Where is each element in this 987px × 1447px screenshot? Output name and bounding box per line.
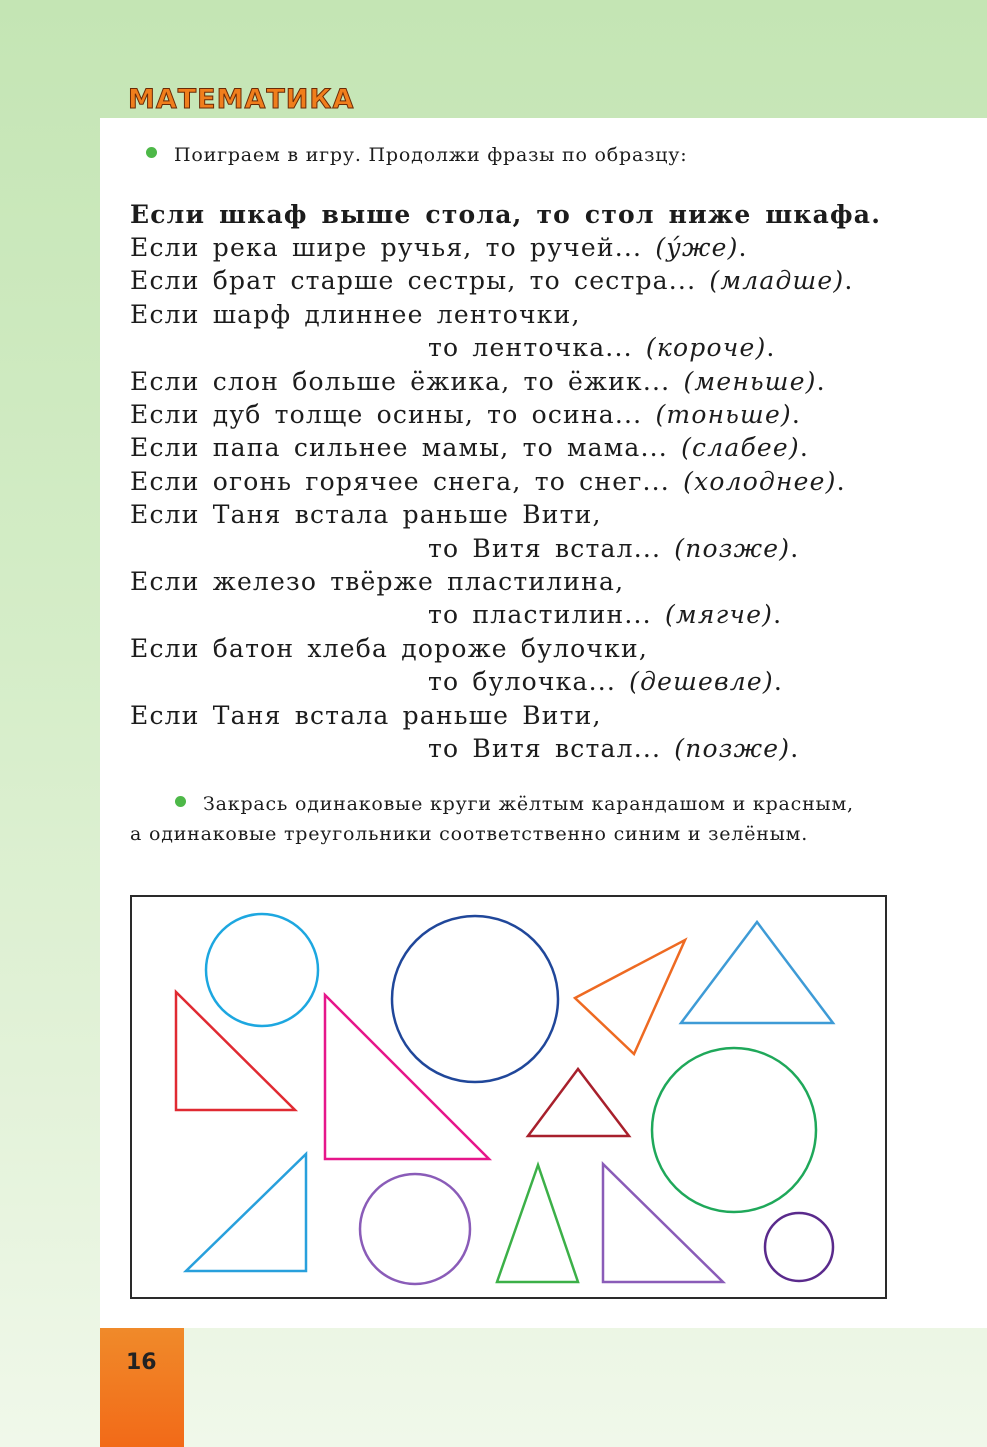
sentence-line [130, 264, 854, 297]
sentence-answer: (дешевле) [629, 667, 774, 697]
sentence-answer: (холоднее) [683, 466, 837, 496]
sentence-answer: (младше) [709, 266, 845, 296]
sentence-line [130, 465, 846, 498]
circle-dark-blue[interactable] [392, 916, 558, 1082]
sentence-line [130, 565, 624, 598]
sentence-end: . [766, 333, 776, 363]
triangle-blue[interactable] [186, 1154, 306, 1271]
sentence-line [428, 598, 782, 631]
circle-light-blue[interactable] [206, 914, 318, 1026]
sentence-end: . [773, 667, 784, 697]
sentence-text: Если слон больше ёжика, то ёжик... [130, 366, 684, 396]
sentence-line [130, 498, 602, 531]
triangle-dark-red[interactable] [528, 1069, 629, 1136]
sentence-line [428, 732, 799, 765]
sentence-answer: (меньше) [683, 366, 817, 396]
sentence-line [130, 398, 801, 431]
sentence-end: . [790, 734, 800, 763]
sentence-text: то пластилин... [428, 600, 665, 630]
sentence-text: Если Таня встала раньше Вити, [130, 500, 602, 530]
sentence-text: Если папа сильнее мамы, то мама... [130, 433, 682, 463]
sentence-line [130, 365, 826, 398]
sentence-end: . [738, 233, 748, 262]
sentence-text: то булочка... [428, 667, 630, 697]
sentence-text: то ленточка... [428, 333, 646, 363]
sentence-answer: (позже) [674, 734, 791, 763]
sentence-end: . [773, 600, 783, 630]
sentence-text: Если шарф длиннее ленточки, [130, 299, 581, 329]
sentence-end: . [799, 433, 810, 463]
triangle-violet[interactable] [603, 1164, 723, 1282]
sentence-text: Если дуб толще осины, то осина... [130, 400, 656, 429]
triangle-magenta[interactable] [325, 995, 489, 1159]
sentence-line [130, 431, 809, 464]
sentence-answer: (у́же) [655, 233, 739, 262]
sentence-answer: (слабее) [681, 433, 800, 463]
sentence-text: Если железо твёрже пластилина, [130, 567, 625, 596]
sentence-answer: (мягче) [664, 600, 774, 630]
sentence-end: . [791, 400, 802, 429]
sentence-text: Если брат старше сестры, то сестра... [130, 266, 710, 296]
sentence-line [130, 632, 648, 665]
triangle-light-blue-large[interactable] [681, 922, 833, 1023]
bullet-icon [146, 147, 157, 158]
sentence-end: . [844, 266, 854, 296]
sentence-line [428, 665, 783, 698]
circle-green[interactable] [652, 1048, 816, 1212]
sentence-end: . [790, 533, 800, 563]
sentence-end: . [816, 366, 826, 396]
sentence-answer: (позже) [674, 533, 791, 563]
sentence-text: Если батон хлеба дороже булочки, [130, 633, 648, 663]
circle-small-purple[interactable] [765, 1213, 833, 1281]
task2-instruction-line1: Закрась одинаковые круги жёлтым карандашом и красным, [203, 793, 854, 815]
triangle-green[interactable] [497, 1165, 578, 1282]
sentence-text: Если Таня встала раньше Вити, [130, 700, 602, 730]
sentence-line [130, 699, 602, 732]
bullet-icon [175, 796, 186, 807]
sentence-text: Если огонь горячее снега, то снег... [130, 466, 684, 496]
sentence-end: . [836, 466, 846, 496]
task2-instruction-line2: а одинаковые треугольники соответственно синим и зелёным. [130, 823, 809, 845]
sentence-line [130, 298, 581, 331]
circle-violet[interactable] [360, 1174, 470, 1284]
sentence-text: то Витя встал... [428, 734, 675, 763]
sentence-line [130, 231, 748, 264]
triangle-red[interactable] [176, 992, 295, 1110]
page-number-tab [100, 1328, 184, 1447]
example-sentence: Если шкаф выше стола, то стол ниже шкафа. [130, 200, 882, 229]
sentence-line [428, 331, 776, 364]
triangle-orange[interactable] [575, 940, 685, 1054]
shapes-frame [130, 895, 887, 1299]
page-number: 16 [126, 1350, 157, 1375]
sentence-line [428, 532, 799, 565]
sentence-answer: (короче) [645, 333, 767, 363]
sentence-text: Если река шире ручья, то ручей... [130, 233, 656, 262]
sentence-text: то Витя встал... [428, 533, 675, 563]
sentence-answer: (тоньше) [655, 400, 792, 429]
subject-title: МАТЕМАТИКА [128, 84, 355, 115]
task1-instruction: Поиграем в игру. Продолжи фразы по образцу: [174, 144, 688, 166]
